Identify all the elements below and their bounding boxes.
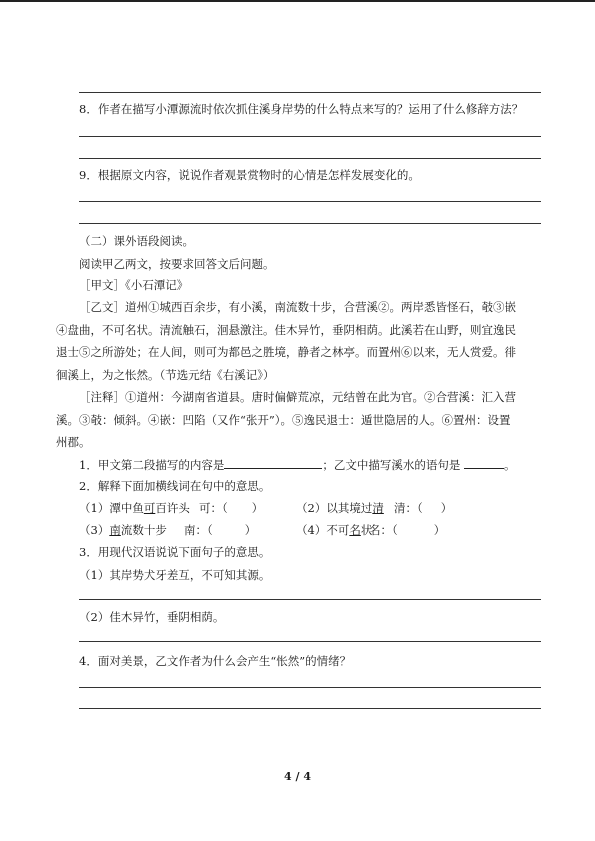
page-top-border	[0, 0, 595, 2]
notes-line: ［注释］①道州：今湖南省道县。唐时偏僻荒凉，元结曾在此为官。②合营溪：汇入营	[79, 390, 516, 404]
question-1-text: 。	[503, 458, 516, 472]
question-8: 8．作者在描写小潭源流时依次抓住溪身岸势的什么特点来写的？运用了什么修辞方法？	[79, 102, 524, 116]
answer-close: ）	[440, 501, 453, 515]
question-2-item-4	[296, 523, 372, 537]
item-text: （4）不可	[296, 523, 350, 537]
section-title: （二）课外语段阅读。	[79, 234, 194, 248]
question-2-item-2	[296, 501, 384, 515]
answer-line	[79, 223, 541, 224]
answer-line	[79, 92, 541, 93]
question-1-text: ；乙文中描写溪水的语句是	[322, 458, 461, 472]
passage-yi-line: ［乙文］道州①城西百余步，有小溪，南流数十步，合营溪②。两岸悉皆怪石，攲③嵌	[79, 300, 516, 314]
answer-line	[79, 136, 541, 137]
item-text: （3）	[79, 523, 110, 537]
question-2: 2．解释下面加横线词在句中的意思。	[79, 479, 271, 493]
notes-line: 溪。③攲：倾斜。④嵌：凹陷（又作“张开”）。⑤逸民退士：遁世隐居的人。⑥置州：设置	[56, 413, 511, 427]
answer-close: ）	[244, 523, 257, 537]
answer-line	[79, 687, 541, 688]
answer-line	[79, 708, 541, 709]
question-3-item-2: （2）佳木异竹，垂阴相荫。	[79, 610, 225, 624]
answer-line	[79, 599, 541, 600]
answer-line	[79, 158, 541, 159]
question-1-text: 1．甲文第二段描写的内容是	[79, 458, 225, 472]
notes-line: 州郡。	[56, 435, 91, 449]
passage-yi-line: 退士⑤之所游处；在人间，则可为都邑之胜境，静者之林亭。而置州⑥以来，无人赏爱。徘	[56, 345, 516, 359]
passage-yi-line: 徊溪上，为之怅然。（节选元结《右溪记》）	[56, 368, 275, 382]
question-2-item-1	[79, 501, 190, 515]
answer-label: 清：（	[394, 501, 423, 515]
item-text: 流数十步	[120, 523, 167, 537]
question-3: 3．用现代汉语说说下面句子的意思。	[79, 545, 271, 559]
answer-slot	[184, 523, 256, 537]
answer-label: 名：（	[369, 523, 398, 537]
underlined-word: 清	[372, 501, 384, 515]
answer-blank[interactable]	[224, 457, 322, 469]
underlined-word: 可	[143, 501, 156, 515]
answer-blank[interactable]	[464, 457, 504, 469]
answer-close: ）	[433, 523, 446, 537]
underlined-word: 南	[109, 523, 121, 537]
question-4: 4．面对美景，乙文作者为什么会产生“怅然”的情绪？	[79, 654, 352, 668]
item-text: （2）以其境过	[296, 501, 373, 515]
passage-jia-title: ［甲文］《小石潭记》	[79, 278, 189, 292]
question-2-item-3	[79, 523, 167, 537]
answer-line	[79, 641, 541, 642]
question-3-item-1: （1）其岸势犬牙差互，不可知其源。	[79, 568, 271, 582]
answer-close: ）	[251, 501, 264, 515]
answer-label: 南：（	[184, 523, 213, 537]
item-text: 百许头	[155, 501, 190, 515]
instruction: 阅读甲乙两文，按要求回答文后问题。	[79, 257, 275, 271]
underlined-word: 名	[349, 523, 361, 537]
answer-slot	[199, 501, 263, 515]
answer-slot	[394, 501, 452, 515]
question-9: 9．根据原文内容，说说作者观景赏物时的心情是怎样发展变化的。	[79, 168, 420, 182]
item-text: 状	[360, 523, 373, 537]
page-number: 4 / 4	[284, 770, 311, 783]
item-text: （1）潭中鱼	[79, 501, 144, 515]
passage-yi-line: ④盘曲，不可名状。清流触石，洄悬激注。佳木异竹，垂阴相荫。此溪若在山野，则宜逸民	[56, 323, 516, 337]
answer-line	[79, 201, 541, 202]
answer-slot	[369, 523, 445, 537]
question-1	[79, 457, 515, 472]
answer-label: 可：（	[199, 501, 228, 515]
